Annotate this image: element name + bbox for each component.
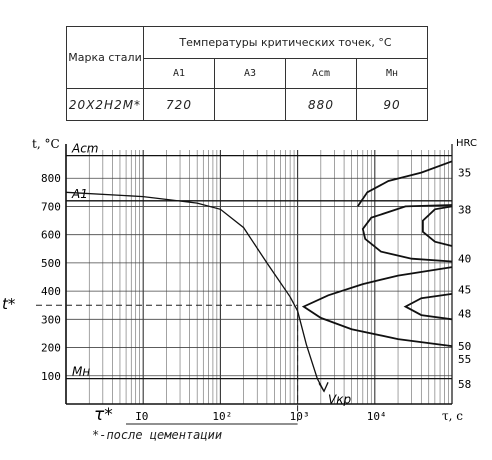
hardness-tick-label: 35 bbox=[458, 166, 472, 180]
y-tick-label: 800 bbox=[41, 172, 61, 186]
x-tick-label: 10² bbox=[212, 410, 233, 423]
y-tick-label: 300 bbox=[41, 313, 61, 327]
col-a1: A1 bbox=[144, 59, 215, 89]
x-tick-label: 10⁴ bbox=[366, 410, 387, 423]
y-tick-label: 500 bbox=[41, 256, 61, 270]
value-acm: 880 bbox=[286, 89, 357, 121]
x-tick-label: 10³ bbox=[289, 410, 310, 423]
cooling-curve-label: Vкр bbox=[328, 392, 352, 407]
grade-header: Марка стали bbox=[67, 27, 144, 89]
hardness-tick-label: 45 bbox=[458, 283, 472, 297]
transformation-curve bbox=[423, 206, 452, 246]
critical-line-label: Acm bbox=[72, 141, 99, 156]
critical-line-label: A1 bbox=[72, 186, 88, 201]
y-tick-label: 200 bbox=[41, 341, 61, 355]
hardness-tick-label: 40 bbox=[458, 252, 472, 266]
value-a1: 720 bbox=[144, 89, 215, 121]
col-acm: Acm bbox=[286, 59, 357, 89]
value-mn: 90 bbox=[357, 89, 428, 121]
footnote: *-после цементации bbox=[92, 428, 223, 442]
y-tick-label: 700 bbox=[41, 200, 61, 214]
critical-line-label: Mн bbox=[72, 364, 91, 379]
col-mn: Mн bbox=[357, 59, 428, 89]
critical-temp-symbol: t* bbox=[2, 295, 16, 314]
transformation-curve bbox=[363, 205, 452, 262]
y-tick-label: 600 bbox=[41, 228, 61, 242]
hardness-tick-label: 55 bbox=[458, 352, 472, 366]
x-tick-label: I0 bbox=[135, 410, 149, 423]
cooling-curve bbox=[66, 192, 324, 391]
grade-cell: 20Х2Н2М* bbox=[67, 89, 144, 121]
col-a3: A3 bbox=[215, 59, 286, 89]
y-tick-label: 100 bbox=[41, 369, 61, 383]
transformation-curve bbox=[304, 267, 452, 346]
transformation-curve bbox=[358, 161, 452, 206]
critical-time-symbol: τ* bbox=[94, 405, 113, 425]
y-tick-label: 400 bbox=[41, 285, 61, 299]
temps-header: Температуры критических точек, °С bbox=[144, 27, 428, 59]
hardness-tick-label: 38 bbox=[458, 203, 472, 217]
y-axis-label: t, °C bbox=[32, 137, 60, 151]
x-axis-label: τ, с bbox=[442, 409, 463, 423]
hardness-tick-label: 50 bbox=[458, 340, 472, 354]
hardness-tick-label: 58 bbox=[458, 378, 472, 392]
hardness-axis-label: HRC bbox=[456, 138, 477, 149]
hardness-tick-label: 48 bbox=[458, 307, 472, 321]
